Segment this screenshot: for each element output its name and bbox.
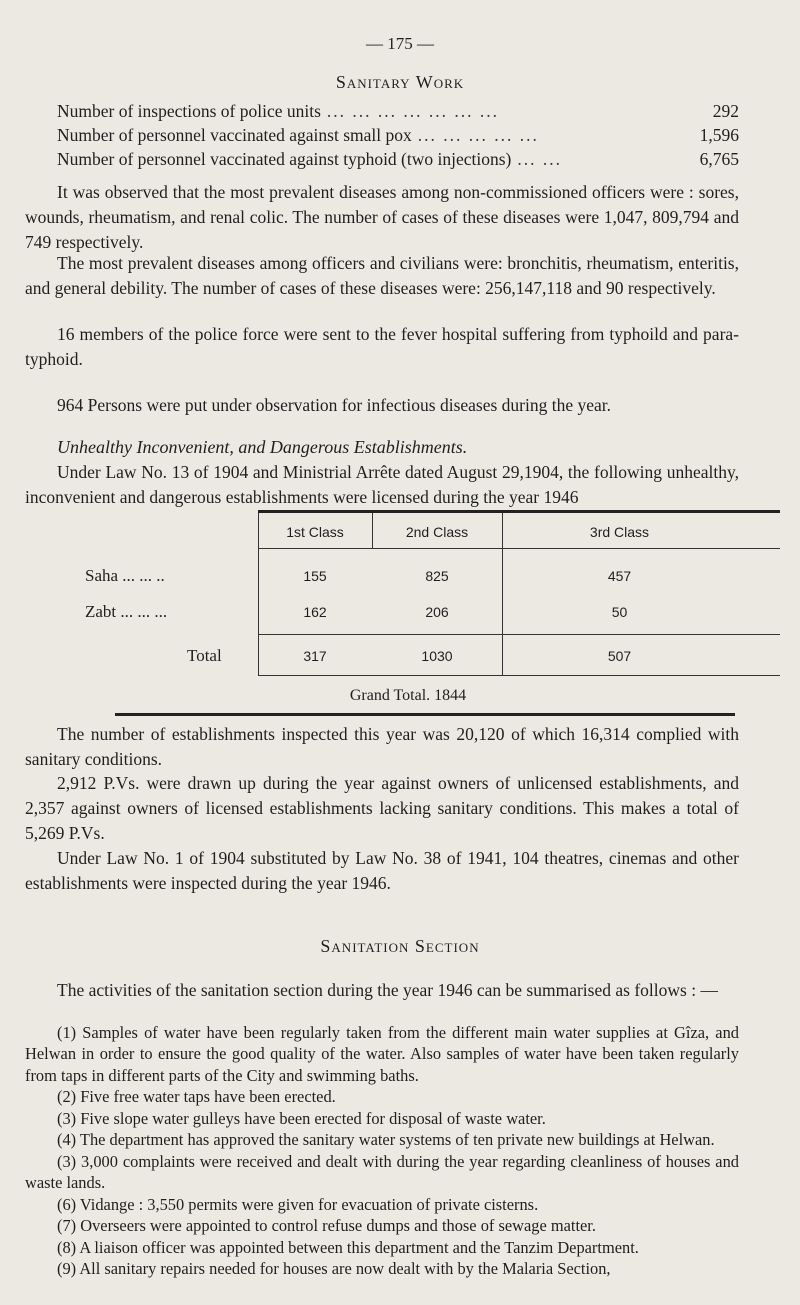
table-row-zabt <box>45 594 737 630</box>
header-2nd-class: 2nd Class <box>405 524 469 540</box>
stat-leader-dots: ... ... <box>517 149 563 169</box>
row-label: Saha ... ... .. <box>85 566 165 585</box>
table-top-rule <box>258 510 780 513</box>
paragraph-pvs: 2,912 P.Vs. were drawn up during the year against owners of unlicensed establishments, and 2,357 against owners of licensed establishments lacking sanitary conditions. This makes a total of 5,269 P.Vs. <box>25 773 739 843</box>
table-col-divider <box>258 513 259 675</box>
table-col-divider <box>372 513 373 549</box>
stat-leader-dots: ... ... ... ... ... <box>417 125 539 145</box>
stat-row-inspections <box>57 101 739 122</box>
stat-label: Number of inspections of police units <box>57 101 321 121</box>
stat-label: Number of personnel vaccinated against typhoid (two injections) <box>57 149 512 169</box>
paragraph-observation: 964 Persons were put under observation for infectious diseases during the year. <box>57 395 612 415</box>
table-bottom-rule <box>115 713 735 716</box>
table-header-row <box>45 514 737 550</box>
header-rule <box>258 548 780 549</box>
grand-total-rule <box>258 675 780 676</box>
header-3rd-class: 3rd Class <box>589 524 650 540</box>
stat-value: 1,596 <box>699 125 739 145</box>
stat-value: 292 <box>712 101 739 121</box>
sanitation-item: (6) Vidange : 3,550 permits were given for evacuation of private cisterns. <box>57 1194 539 1214</box>
cell-value: 206 <box>425 604 449 620</box>
header-1st-class: 1st Class <box>286 524 344 540</box>
cell-value: 50 <box>611 604 628 620</box>
page-number: — 175 — <box>366 34 434 53</box>
paragraph-officer-diseases: The most prevalent diseases among officers and civilians were: bronchitis, rheumatism, enteritis, and general debility. The number of cases of these diseases were: 256,147,118 and 90 respectively. <box>25 253 739 298</box>
establishments-intro: Under Law No. 13 of 1904 and Ministrial Arrête dated August 29,1904, the following unhealthy, inconvenient and dangerous establishments were licensed during the year 1946 <box>25 462 739 507</box>
stat-value: 6,765 <box>699 149 739 169</box>
sanitation-title: Sanitation Section <box>320 936 480 956</box>
total-rule <box>258 634 780 635</box>
cell-value: 507 <box>607 648 632 664</box>
paragraph-inspected: The number of establishments inspected this year was 20,120 of which 16,314 complied with sanitary conditions. <box>25 724 739 769</box>
section-title: Sanitary Work <box>335 72 465 92</box>
cell-value: 155 <box>303 568 327 584</box>
cell-value: 457 <box>607 568 632 584</box>
sanitation-item: (1) Samples of water have been regularly taken from the different main water supplies at Gîza, and Helwan in order to ensure the good quality of the water. Also samples of water have been taken regularly from taps in different parts of the City and swimming baths. <box>25 1023 739 1085</box>
sanitation-intro: The activities of the sanitation section during the year 1946 can be summarised as follows : — <box>57 980 718 1000</box>
sanitation-item: (4) The department has approved the sanitary water systems of ten private new buildings at Helwan. <box>57 1130 715 1150</box>
sanitation-item: (3) 3,000 complaints were received and dealt with during the year regarding cleanliness of houses and waste lands. <box>25 1151 739 1193</box>
cell-value: 162 <box>303 604 327 620</box>
stat-row-smallpox <box>57 125 739 146</box>
cell-value: 825 <box>425 568 449 584</box>
row-label: Total <box>187 646 222 665</box>
table-row-grand-total <box>45 678 737 714</box>
establishments-heading: Unhealthy Inconvenient, and Dangerous Establishments. <box>57 437 468 457</box>
sanitation-item: (2) Five free water taps have been erected. <box>57 1087 336 1107</box>
table-row-saha <box>45 558 737 594</box>
table-row-total <box>45 638 737 674</box>
cell-value: 317 <box>303 648 327 664</box>
paragraph-theatres: Under Law No. 1 of 1904 substituted by Law No. 38 of 1941, 104 theatres, cinemas and other establishments were inspected during the year 1946. <box>25 848 739 893</box>
sanitation-item: (9) All sanitary repairs needed for houses are now dealt with by the Malaria Section, <box>57 1259 611 1279</box>
row-label: Zabt ... ... ... <box>85 602 168 621</box>
stat-row-typhoid <box>57 149 739 170</box>
grand-total: Grand Total. 1844 <box>349 687 467 704</box>
stat-leader-dots: ... ... ... ... ... ... ... <box>326 101 500 121</box>
sanitation-item: (3) Five slope water gulleys have been erected for disposal of waste water. <box>57 1108 546 1128</box>
cell-value: 1030 <box>421 648 453 664</box>
stat-label: Number of personnel vaccinated against small pox <box>57 125 412 145</box>
paragraph-typhoid: 16 members of the police force were sent to the fever hospital suffering from typhoild and para-typhoid. <box>25 324 739 369</box>
paragraph-nco-diseases: It was observed that the most prevalent diseases among non-commissioned officers were : sores, wounds, rheumatism, and renal colic. The number of cases of these diseases were 1,047, 809,794 and 749 respectively. <box>25 182 739 252</box>
sanitation-item: (7) Overseers were appointed to control refuse dumps and those of sewage matter. <box>57 1216 596 1236</box>
sanitation-item: (8) A liaison officer was appointed between this department and the Tanzim Department. <box>57 1237 639 1257</box>
table-col-divider <box>502 513 503 675</box>
